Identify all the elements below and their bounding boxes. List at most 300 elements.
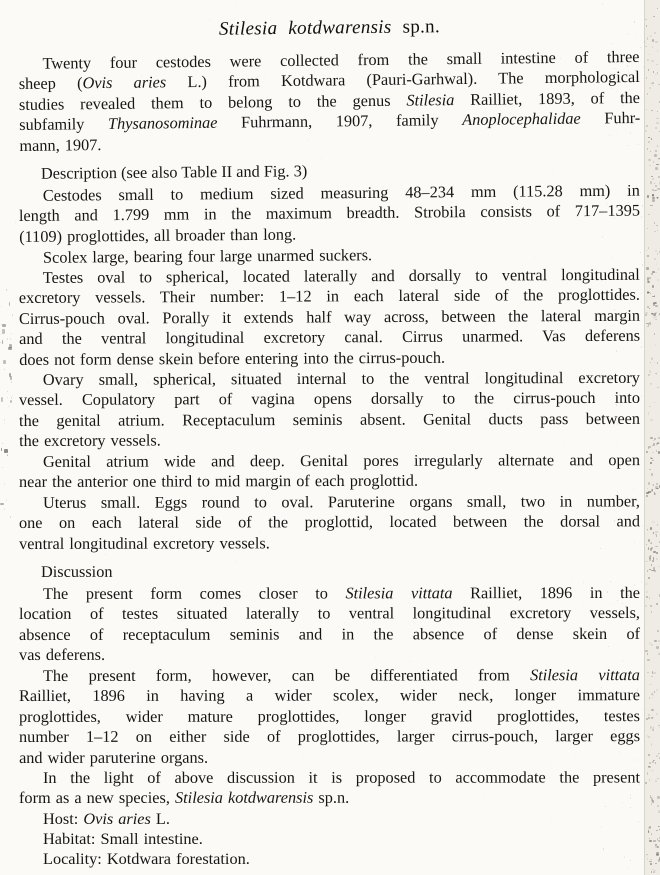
- scan-speck: [1, 448, 3, 451]
- text-run: does not form dense skein before entering into the cirrus-pouch.: [19, 347, 446, 369]
- scan-speck: [653, 672, 655, 673]
- scan-speck: [514, 417, 515, 418]
- text-run: Locality: Kotdwara forestation.: [43, 849, 250, 869]
- scan-speck: [646, 267, 649, 269]
- scan-speck: [656, 689, 658, 691]
- text-run: Railliet, 1896 in the: [452, 583, 640, 603]
- text-line: [19, 409, 640, 432]
- text-run: The present form comes closer to: [42, 583, 346, 604]
- scan-speck: [651, 564, 653, 566]
- scan-speck: [622, 660, 623, 662]
- scan-speck: [650, 605, 651, 606]
- scan-speck: [649, 446, 651, 448]
- text-run: proglottides, wider mature proglottides, longer gravid proglottides, testes: [18, 705, 641, 726]
- scan-speck: [645, 130, 646, 132]
- scan-speck: [627, 33, 628, 35]
- scan-speck: [657, 778, 658, 779]
- scan-speck: [2, 340, 4, 344]
- scan-speck: [648, 754, 650, 756]
- text-run: one on each lateral side of the proglottid, located between the dorsal and: [18, 511, 641, 532]
- scan-speck: [645, 583, 647, 585]
- scan-speck: [406, 266, 407, 267]
- scan-speck: [657, 630, 659, 632]
- text-line: [19, 368, 640, 391]
- scan-speck: [624, 497, 625, 498]
- scan-speck: [645, 650, 648, 652]
- scan-speck: [507, 409, 508, 410]
- scan-speck: [657, 230, 658, 231]
- scan-speck: [651, 871, 652, 873]
- scan-speck: [107, 752, 108, 753]
- scan-speck: [9, 302, 11, 307]
- scan-speck: [645, 46, 646, 47]
- scan-speck: [655, 846, 657, 848]
- text-line: [19, 624, 640, 645]
- scan-speck: [645, 314, 647, 316]
- scan-speck: [644, 41, 645, 43]
- scan-speck: [629, 773, 630, 775]
- text-line: [19, 470, 640, 492]
- italic-text-run: Stilesia kotdwarensis: [218, 16, 392, 40]
- text-line: [19, 726, 640, 747]
- scan-speck: [655, 319, 657, 320]
- paragraph: [18, 47, 640, 156]
- scan-speck: [11, 397, 12, 398]
- scan-speck: [602, 3, 603, 5]
- scan-speck: [649, 642, 651, 644]
- text-run: studies revealed them to belong to the genus: [18, 90, 407, 114]
- text-line: [19, 809, 640, 829]
- scan-speck: [2, 324, 5, 327]
- scan-speck: [639, 783, 640, 785]
- text-run: Description (see also Table II and Fig. 3): [40, 161, 308, 183]
- scan-speck: [7, 397, 8, 398]
- scan-speck: [146, 260, 147, 261]
- scan-speck: [174, 620, 175, 621]
- scan-speck: [657, 279, 659, 281]
- scan-speck: [641, 581, 642, 583]
- scan-speck: [655, 41, 657, 42]
- text-line: [19, 491, 640, 513]
- scan-speck: [649, 54, 650, 55]
- scan-speck: [4, 369, 5, 371]
- text-run: Genital atrium wide and deep. Genital pores irregularly alternate and open: [42, 449, 640, 471]
- scan-speck: [490, 412, 491, 413]
- scan-speck: [652, 521, 655, 523]
- text-run: Scolex large, bearing four large unarmed suckers.: [42, 244, 373, 267]
- scan-speck: [648, 69, 649, 70]
- scan-speck: [307, 388, 308, 389]
- text-run: excretory vessels. Their number: 1–12 in each lateral side of the proglottides.: [18, 285, 640, 308]
- scan-speck: [648, 539, 650, 542]
- scan-speck: [658, 451, 660, 454]
- scan-speck: [1, 397, 4, 401]
- scan-speck: [516, 55, 517, 56]
- scan-speck: [648, 159, 651, 161]
- text-run: Fuhr-: [580, 108, 641, 128]
- scan-speck: [645, 782, 647, 783]
- scan-speck: [641, 709, 642, 710]
- scan-speck: [571, 578, 572, 579]
- scan-speck: [654, 333, 655, 334]
- scan-speck: [7, 338, 8, 340]
- scan-speck: [4, 423, 5, 424]
- scan-speck: [0, 306, 1, 308]
- scan-speck: [603, 848, 604, 850]
- scan-speck: [651, 644, 653, 646]
- italic-text-run: Anoplocephalidae: [462, 108, 581, 130]
- scan-speck: [147, 382, 148, 383]
- scan-speck: [634, 21, 635, 23]
- scan-speck: [658, 315, 659, 316]
- page-content: [18, 16, 641, 870]
- scan-speck: [657, 188, 660, 190]
- scan-speck: [235, 4, 236, 5]
- scan-speck: [649, 322, 651, 324]
- scan-speck: [651, 273, 653, 274]
- text-run: Railliet, 1896 in having a wider scolex, wider neck, longer immature: [18, 685, 640, 706]
- scan-speck: [657, 50, 658, 52]
- paragraph: [19, 767, 640, 808]
- text-run: subfamily: [19, 114, 109, 135]
- scan-speck: [7, 391, 8, 393]
- scan-speck: [652, 194, 654, 195]
- scan-speck: [654, 154, 656, 157]
- scan-speck: [451, 202, 452, 203]
- text-run: Ovary small, spherical, situated internal to the ventral longitudinal excretory: [42, 367, 640, 390]
- scan-speck: [652, 85, 654, 86]
- scan-speck: [652, 761, 654, 763]
- scan-speck: [113, 476, 114, 477]
- paragraph: [19, 849, 640, 869]
- text-run: length and 1.799 mm in the maximum breadth. Strobila consists of 717–1395: [18, 201, 641, 226]
- italic-text-run: Ovis aries: [83, 808, 151, 828]
- scan-speck: [649, 684, 651, 685]
- scan-speck: [646, 451, 648, 452]
- scan-speck: [652, 271, 655, 273]
- scan-speck: [627, 65, 628, 67]
- text-line: [19, 326, 640, 350]
- scan-speck: [344, 622, 345, 623]
- paragraph: [19, 265, 641, 370]
- text-run: location of testes situated laterally to ventral longitudinal excretory vessels,: [18, 603, 640, 624]
- scan-speck: [648, 717, 650, 719]
- scan-speck: [0, 503, 4, 505]
- text-run: the excretory vessels.: [19, 430, 161, 451]
- scan-speck: [655, 74, 657, 75]
- scan-speck: [648, 766, 650, 768]
- text-line: [19, 388, 640, 411]
- scan-speck: [634, 759, 635, 760]
- scan-speck: [486, 418, 487, 419]
- scan-speck: [648, 482, 650, 485]
- scan-speck: [361, 351, 362, 352]
- scan-speck: [655, 305, 658, 307]
- scan-speck: [642, 205, 643, 207]
- scan-speck: [417, 347, 418, 348]
- scan-speck: [647, 195, 648, 198]
- scan-speck: [611, 87, 612, 89]
- scan-speck: [614, 729, 615, 731]
- scan-speck: [655, 546, 658, 547]
- scan-speck: [656, 854, 659, 855]
- text-run: In the light of above discussion it is proposed to accommodate the present: [42, 767, 640, 787]
- scan-speck: [630, 132, 631, 134]
- paragraph: [19, 181, 641, 248]
- text-run: and the ventral longitudinal excretory canal. Cirrus unarmed. Vas deferens: [19, 326, 641, 349]
- scan-speck: [646, 25, 647, 27]
- text-run: Uterus small. Eggs round to oval. Paruterine organs small, two in number,: [42, 490, 640, 512]
- text-run: sp.n.: [391, 16, 441, 38]
- text-run: form as a new species,: [19, 788, 176, 808]
- text-run: L.) from Kotdwara (Pauri-Garhwal). The morphological: [166, 67, 640, 92]
- scan-speck: [624, 856, 625, 858]
- scan-speck: [657, 253, 659, 255]
- text-line: [19, 767, 640, 788]
- scan-speck: [651, 798, 653, 800]
- text-run: vas deferens.: [19, 645, 106, 665]
- scan-speck: [650, 762, 651, 763]
- text-run: The present form, however, can be differentiated from: [42, 665, 531, 685]
- scan-speck: [8, 406, 9, 407]
- scan-speck: [650, 181, 652, 183]
- scan-speck: [655, 250, 657, 252]
- scan-speck: [10, 376, 12, 380]
- scan-speck: [650, 383, 652, 385]
- italic-text-run: Ovis aries: [82, 72, 167, 93]
- scan-speck: [2, 467, 3, 468]
- scan-speck: [641, 341, 642, 343]
- scan-speck: [2, 329, 4, 334]
- scan-speck: [647, 277, 649, 280]
- scan-speck: [653, 71, 654, 72]
- text-run: vessel. Copulatory part of vagina opens dorsally to the cirrus-pouch into: [18, 388, 640, 410]
- scan-speck: [12, 395, 13, 396]
- scan-speck: [648, 736, 650, 738]
- scan-speck: [165, 497, 166, 498]
- text-run: ventral longitudinal excretory vessels.: [19, 532, 270, 553]
- italic-text-run: Stilesia kotdwarensis: [174, 787, 314, 808]
- scan-speck: [648, 491, 651, 492]
- paragraph: [19, 665, 640, 768]
- text-line: [19, 429, 640, 452]
- text-line: [19, 450, 640, 472]
- scan-speck: [618, 298, 619, 300]
- text-run: Fuhrmann, 1907, family: [217, 110, 463, 132]
- scan-speck: [650, 863, 651, 865]
- text-run: Cestodes small to medium sized measuring 48–234 mm (115.28 mm) in: [42, 181, 640, 206]
- scan-speck: [649, 370, 651, 372]
- scan-speck: [564, 443, 565, 444]
- scan-speck: [4, 483, 5, 484]
- scan-speck: [641, 216, 642, 218]
- scan-speck: [656, 122, 658, 124]
- scan-speck: [648, 141, 650, 142]
- scan-speck: [604, 629, 605, 631]
- scan-speck: [652, 178, 654, 180]
- text-run: the genital atrium. Receptaculum seminis absent. Genital ducts pass between: [19, 408, 641, 430]
- scan-speck: [652, 560, 654, 561]
- scan-speck: [647, 326, 648, 327]
- scan-speck: [12, 314, 13, 316]
- scan-speck: [655, 344, 657, 346]
- scan-speck: [637, 689, 638, 690]
- text-run: near the anterior one third to mid margin of each proglottid.: [19, 470, 419, 492]
- text-line: [19, 511, 640, 533]
- scan-speck: [651, 458, 653, 459]
- scan-speck: [657, 197, 658, 199]
- text-line: [19, 747, 640, 768]
- scan-speck: [640, 252, 641, 254]
- text-run: Cirrus-pouch oval. Porally it extends half way across, between the lateral margin: [18, 305, 641, 328]
- text-line: [19, 603, 640, 624]
- paragraph: [19, 809, 640, 829]
- text-line: [19, 665, 640, 686]
- scan-speck: [647, 659, 649, 661]
- text-run: sp.n.: [313, 787, 350, 807]
- scan-speck: [630, 794, 631, 796]
- scan-speck: [259, 532, 260, 533]
- scan-speck: [641, 47, 642, 48]
- scan-speck: [641, 346, 642, 348]
- scan-speck: [648, 281, 650, 284]
- text-line: [19, 532, 640, 554]
- scan-speck: [655, 762, 656, 764]
- text-run: L.: [150, 808, 170, 828]
- scan-speck: [655, 780, 657, 782]
- scan-speck: [617, 423, 618, 424]
- scan-speck: [627, 867, 628, 868]
- text-line: [19, 644, 640, 665]
- italic-text-run: Stilesia: [406, 89, 455, 110]
- scan-speck: [654, 183, 656, 184]
- scan-speck: [656, 646, 659, 648]
- scan-speck: [648, 374, 650, 375]
- scan-speck: [652, 39, 654, 41]
- scan-speck: [655, 167, 657, 170]
- scan-speck: [650, 859, 651, 860]
- scan-speck: [643, 708, 644, 709]
- paragraph: [19, 491, 640, 554]
- paragraph: [19, 450, 640, 493]
- scan-speck: [653, 313, 656, 315]
- text-line: [19, 849, 640, 869]
- scan-speck: [653, 871, 655, 873]
- scan-speck: [648, 247, 649, 249]
- scan-speck: [657, 145, 658, 147]
- text-run: Discussion: [40, 561, 113, 581]
- scan-speck: [643, 66, 644, 68]
- scan-speck: [409, 661, 410, 662]
- scan-speck: [3, 360, 6, 364]
- scan-speck: [2, 443, 3, 444]
- scan-speck: [652, 729, 653, 731]
- scan-speck: [365, 251, 366, 252]
- scan-speck: [651, 717, 653, 719]
- scan-speck: [653, 567, 654, 570]
- scan-speck: [656, 603, 658, 605]
- text-line: [19, 706, 640, 727]
- scan-speck: [647, 59, 649, 61]
- scan-speck: [641, 293, 642, 294]
- text-line: [19, 346, 640, 370]
- scan-speck: [641, 395, 642, 397]
- text-run: number 1–12 on either side of proglottides, larger cirrus-pouch, larger eggs: [19, 726, 641, 746]
- scan-speck: [638, 821, 639, 823]
- text-run: Railliet, 1893, of the: [454, 87, 641, 109]
- scan-speck: [4, 419, 5, 421]
- scan-speck: [4, 509, 5, 510]
- scan-speck: [10, 338, 11, 339]
- scan-speck: [657, 796, 660, 798]
- scan-speck: [656, 118, 658, 119]
- scan-speck: [655, 486, 657, 489]
- scan-speck: [141, 75, 142, 76]
- scan-speck: [649, 35, 651, 36]
- scan-speck: [654, 258, 656, 260]
- paragraph: [19, 368, 640, 452]
- scan-speck: [656, 558, 658, 560]
- scan-speck: [646, 855, 647, 856]
- scan-speck: [605, 282, 606, 283]
- scan-speck: [649, 469, 651, 470]
- scan-speck: [6, 499, 7, 501]
- scan-speck: [651, 709, 654, 711]
- text-run: and wider paruterine organs.: [19, 747, 209, 767]
- scan-speck: [654, 32, 656, 33]
- text-line: [19, 583, 640, 604]
- scan-speck: [646, 109, 647, 110]
- scan-speck: [652, 452, 654, 453]
- scan-speck: [657, 362, 658, 364]
- scan-speck: [654, 362, 655, 363]
- scan-speck: [185, 842, 186, 843]
- paper-title: [19, 13, 640, 44]
- scan-speck: [650, 437, 652, 439]
- scan-speck: [612, 734, 613, 736]
- scan-speck: [7, 454, 8, 456]
- scan-speck: [602, 633, 603, 634]
- scan-speck: [648, 577, 650, 578]
- text-line: [19, 829, 640, 849]
- scan-speck: [4, 449, 8, 453]
- paragraph: [19, 829, 640, 849]
- text-line: [19, 788, 640, 809]
- scan-speck: [10, 516, 11, 518]
- section-heading: [19, 561, 640, 582]
- italic-text-run: Thysanosominae: [107, 112, 218, 134]
- scan-speck: [647, 291, 649, 294]
- scan-speck: [616, 350, 617, 351]
- scan-speck: [646, 718, 648, 720]
- text-run: absence of receptaculum seminis and in the absence of dense skein of: [19, 623, 641, 644]
- italic-text-run: Stilesia vittata: [345, 583, 453, 603]
- scan-speck: [653, 840, 656, 842]
- scan-speck: [646, 591, 648, 593]
- scan-speck: [11, 381, 12, 383]
- text-run: Host:: [43, 808, 84, 828]
- scan-speck: [11, 333, 12, 334]
- scan-speck: [9, 344, 12, 348]
- text-run: Testes oval to spherical, located laterally and dorsally to ventral longitudinal: [42, 264, 640, 287]
- text-run: Habitat: Small intestine.: [43, 829, 203, 849]
- scan-speck: [654, 640, 657, 642]
- scan-speck: [0, 342, 1, 343]
- scan-speck: [607, 204, 608, 205]
- scan-speck: [602, 247, 603, 248]
- scan-speck: [654, 222, 655, 224]
- scan-speck: [20, 372, 21, 373]
